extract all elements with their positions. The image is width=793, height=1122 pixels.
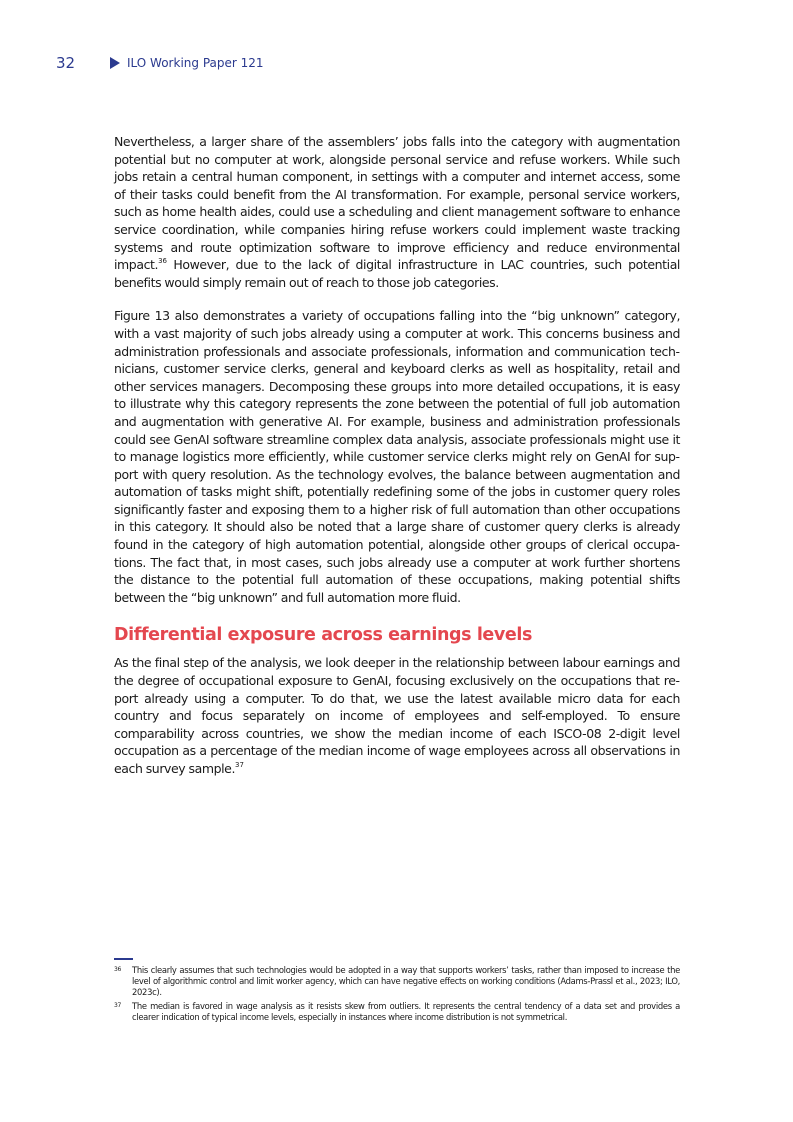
section-heading: Differential exposure across earnings levels	[114, 625, 532, 646]
triangle-right-icon	[110, 57, 120, 69]
footnote-divider	[114, 958, 133, 960]
footnote-reference-36[interactable]: 36	[158, 257, 167, 266]
footnote-text: This clearly assumes that such technologies would be adopted in a way that supports workers’ tasks, rather than imposed to increase the level of algorithmic control and limit worker agency, which can have negative effects on working conditions (Adams-Prassl et al., 2023; ILO, 2023c).	[132, 965, 680, 998]
running-header-title: ILO Working Paper 121	[127, 56, 264, 70]
footnote-reference-37[interactable]: 37	[235, 761, 244, 769]
footnote-number: 37	[114, 1001, 122, 1009]
paragraph-assemblers	[114, 133, 680, 291]
footnote-text: The median is favored in wage analysis as it resists skew from outliers. It represents the central tendency of a data set and provides a clearer indication of typical income levels, especially in instances where income distribution is not symmetrical.	[132, 1000, 680, 1022]
footnote-36	[114, 965, 680, 999]
paragraph-text: Nevertheless, a larger share of the assemblers’ jobs falls into the category with augmentation potential but no computer at work, alongside personal service and refuse workers. While such jobs retain a central human component, in settings with a computer and internet access, some of their tasks could benefit from the AI transformation. For example, personal service workers, such as home health aides, could use a scheduling and client management software to enhance service coordination, while companies hiring refuse workers could implement waste tracking systems and route optimization software to improve efficiency and reduce environmental impact.	[114, 134, 680, 273]
paragraph-text: As the final step of the analysis, we look deeper in the relationship between labour earnings and the degree of occupational exposure to GenAI, focusing exclusively on the occupations that report already using a computer. To do that, we use the latest available micro data for each country and focus separately on income of employees and self-employed. To ensure comparability across countries, we show the median income of each ISCO-08 2-digit level occupation as a percentage of the median income of wage employees across all observations in each survey sample.	[114, 655, 680, 776]
footnotes	[114, 958, 680, 1025]
page-number: 32	[56, 54, 76, 72]
main-content	[114, 133, 680, 778]
paragraph-text-continued: However, due to the lack of digital infrastructure in LAC countries, such potential benefits would simply remain out of reach to those job categories.	[114, 257, 680, 290]
paragraph-earnings	[114, 654, 680, 777]
page-header	[56, 54, 264, 72]
footnote-number: 36	[114, 966, 122, 973]
paragraph-big-unknown: Figure 13 also demonstrates a variety of occupations falling into the “big unknown” category, with a vast majority of such jobs already using a computer at work. This concerns business and administration professionals and associate professionals, information and communication technicians, customer service clerks, general and keyboard clerks as well as hospitality, retail and other services managers. Decomposing these groups into more detailed occupations, it is easy to illustrate why this category represents the zone between the potential of full job automation and augmentation with generative AI. For example, business and administration professionals could see GenAI software streamline complex data analysis, associate professionals might use it to manage logistics more efficiently, while customer service clerks might rely on GenAI for support with query resolution. As the technology evolves, the balance between augmentation and automation of tasks might shift, potentially redefining some of the jobs in customer query roles significantly faster and exposing them to a higher risk of full automation than other occupations in this category. It should also be noted that a large share of customer query clerks is already found in the category of high automation potential, alongside other groups of clerical occupations. The fact that, in most cases, such jobs already use a computer at work further shortens the distance to the potential full automation of these occupations, making potential shifts between the “big unknown” and full automation more fluid.	[114, 308, 680, 605]
footnote-37	[114, 1001, 680, 1023]
